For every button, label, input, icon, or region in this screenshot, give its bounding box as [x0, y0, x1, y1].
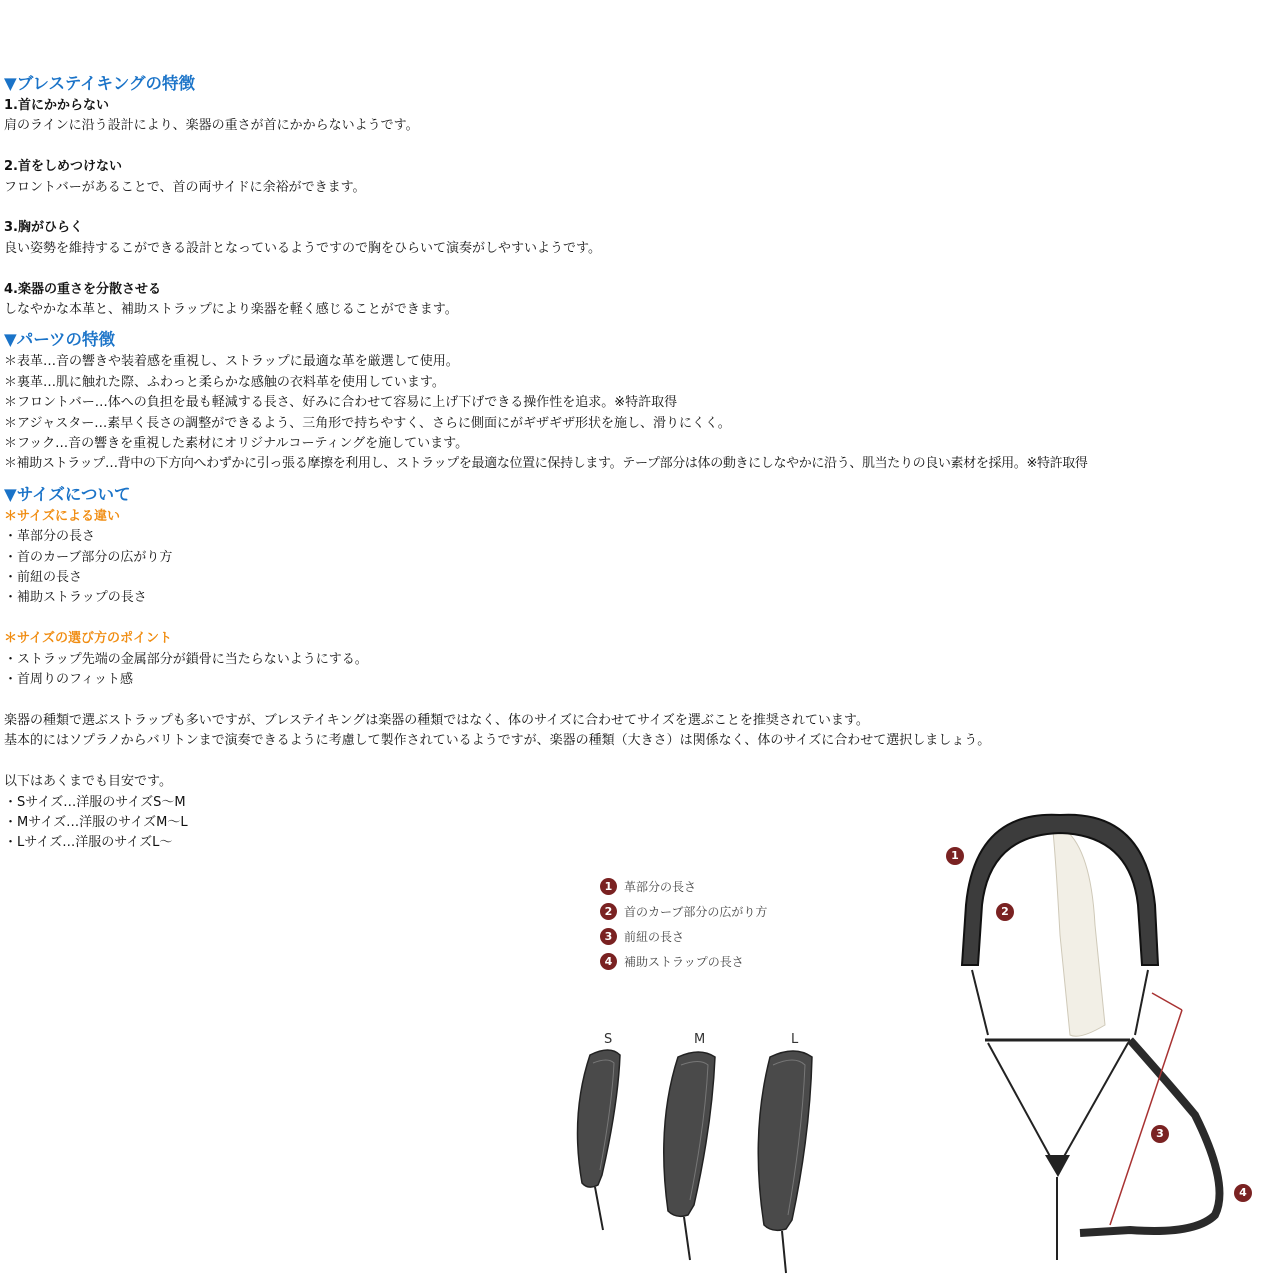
legend-item	[600, 874, 767, 899]
feature-3	[4, 218, 1274, 259]
feature-title: 2.首をしめつけない	[4, 159, 122, 175]
guide-intro: 以下はあくまでも目安です。	[4, 774, 172, 790]
article-text	[4, 72, 1274, 854]
feature-1	[4, 96, 1274, 137]
feature-title: 1.首にかからない	[4, 98, 109, 113]
callout-4: 4	[1234, 1184, 1252, 1202]
legend-item	[600, 924, 767, 949]
size-choose-item: ・首周りのフィット感	[4, 672, 133, 688]
size-comparison-image	[560, 1045, 840, 1275]
legend-label: 革部分の長さ	[624, 880, 697, 894]
features-heading: ▼ブレステイキングの特徴	[4, 74, 196, 93]
parts-item: ＊表革…音の響きや装着感を重視し、ストラップに最適な革を厳選して使用。	[4, 354, 459, 370]
callout-3: 3	[1151, 1125, 1169, 1143]
feature-body: 良い姿勢を維持するこができる設計となっているようですので胸をひらいて演奏がしやすいようです。	[4, 240, 601, 256]
feature-4	[4, 280, 1274, 321]
size-choose-item: ・ストラップ先端の金属部分が鎖骨に当たらないようにする。	[4, 651, 368, 667]
size-diff-item: ・前紐の長さ	[4, 570, 83, 586]
strap-product-image	[930, 805, 1270, 1275]
size-label-s: S	[604, 1032, 613, 1047]
parts-item: ＊補助ストラップ…背中の下方向へわずかに引っ張る摩擦を利用し、ストラップを最適な位置に保持します。テープ部分は体の動きにしなやかに沿う、肌当たりの良い素材を採用。※特許取得	[4, 456, 1088, 472]
size-diff-item: ・革部分の長さ	[4, 529, 96, 545]
size-choose-title: ＊サイズの選び方のポイント	[4, 631, 172, 647]
strap-pad-m	[664, 1052, 715, 1260]
callout-2: 2	[996, 903, 1014, 921]
legend-label: 前紐の長さ	[624, 930, 685, 944]
size-heading: ▼サイズについて	[4, 484, 131, 504]
parts-item: ＊フロントバー…体への負担を最も軽減する長さ、好みに合わせて容易に上げ下げできる操作性を追求。※特許取得	[4, 395, 678, 411]
size-paragraph: 基本的にはソプラノからバリトンまで演奏できるように考慮して製作されているようですが、楽器の種類（大きさ）は関係なく、体のサイズに合わせて選択しましょう。	[4, 733, 991, 749]
size-diff-item: ・首のカーブ部分の広がり方	[4, 549, 173, 565]
strap-pad-l	[758, 1051, 812, 1273]
diagram-legend	[600, 874, 767, 974]
feature-body: しなやかな本革と、補助ストラップにより楽器を軽く感じることができます。	[4, 302, 458, 318]
size-diff-item: ・補助ストラップの長さ	[4, 590, 147, 606]
guide-item: ・Lサイズ…洋服のサイズL〜	[4, 835, 173, 851]
size-label-m: M	[694, 1032, 706, 1047]
parts-item: ＊裏革…肌に触れた際、ふわっと柔らかな感触の衣料革を使用しています。	[4, 374, 445, 390]
legend-label: 補助ストラップの長さ	[624, 955, 744, 969]
parts-item: ＊アジャスター…素早く長さの調整ができるよう、三角形で持ちやすく、さらに側面にがギザギザ形状を施し、滑りにくく。	[4, 415, 731, 431]
number-badge: 2	[600, 903, 617, 920]
feature-title: 4.楽器の重さを分散させる	[4, 281, 161, 297]
size-paragraph: 楽器の種類で選ぶストラップも多いですが、ブレステイキングは楽器の種類ではなく、体のサイズに合わせてサイズを選ぶことを推奨されています。	[4, 712, 869, 728]
parts-item: ＊フック…音の響きを重視した素材にオリジナルコーティングを施しています。	[4, 436, 469, 452]
size-label-l: L	[791, 1032, 799, 1047]
legend-item	[600, 899, 767, 924]
number-badge: 3	[600, 928, 617, 945]
feature-2	[4, 157, 1274, 198]
strap-pad-s	[578, 1050, 621, 1230]
guide-item: ・Sサイズ…洋服のサイズS〜M	[4, 794, 186, 810]
legend-item	[600, 949, 767, 974]
callout-1: 1	[946, 847, 964, 865]
size-diff-title: ＊サイズによる違い	[4, 508, 120, 524]
number-badge: 4	[600, 953, 617, 970]
number-badge: 1	[600, 878, 617, 895]
guide-item: ・Mサイズ…洋服のサイズM〜L	[4, 814, 188, 830]
feature-body: 肩のラインに沿う設計により、楽器の重さが首にかからないようです。	[4, 118, 419, 134]
legend-label: 首のカーブ部分の広がり方	[624, 905, 768, 919]
feature-body: フロントバーがあることで、首の両サイドに余裕ができます。	[4, 179, 366, 195]
parts-heading: ▼パーツの特徴	[4, 330, 116, 350]
feature-title: 3.胸がひらく	[4, 220, 83, 236]
